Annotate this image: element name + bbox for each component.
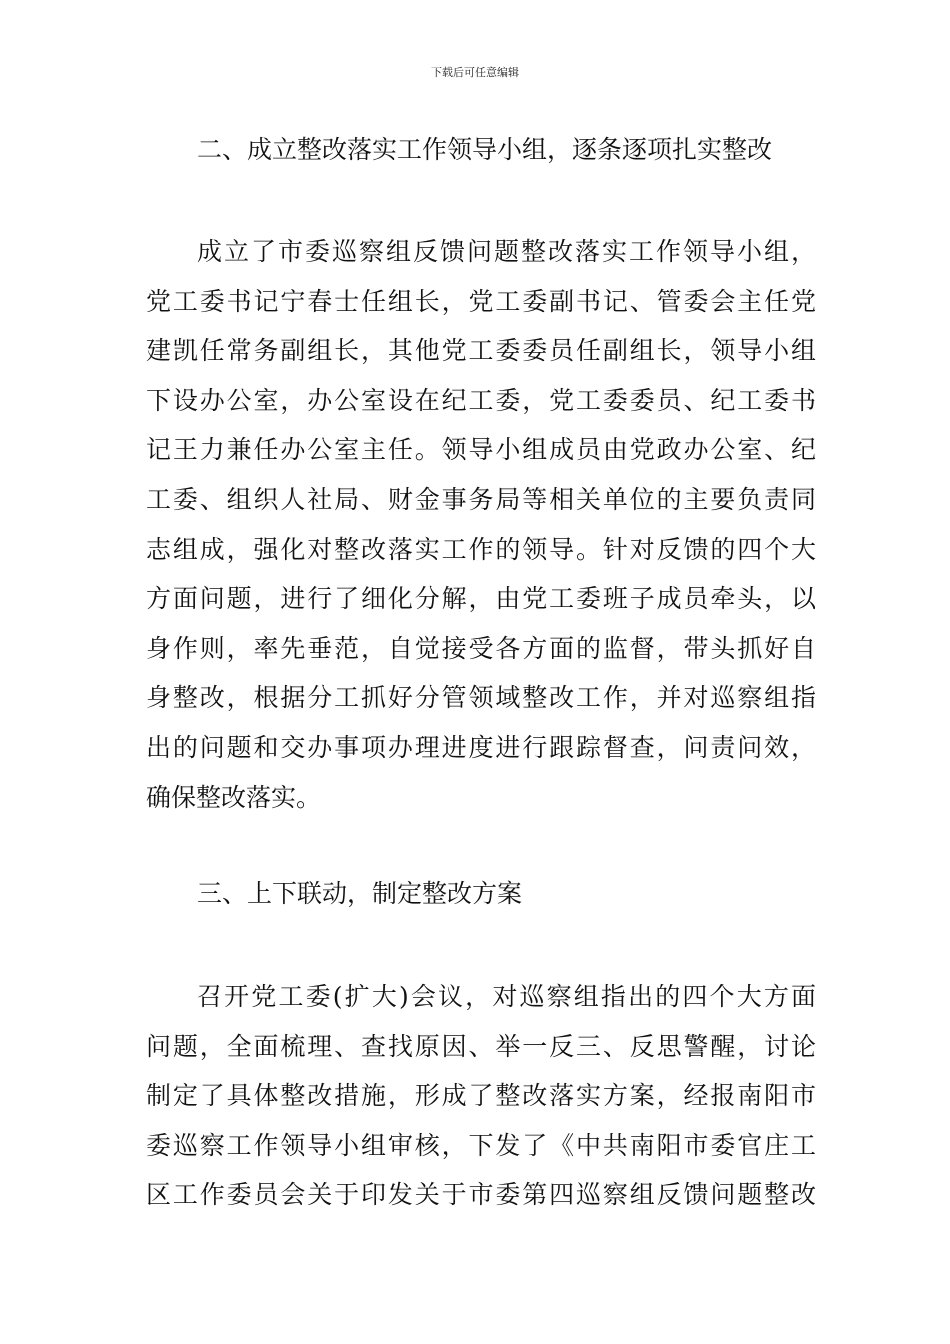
paragraph-line: 制定了具体整改措施，形成了整改落实方案，经报南阳市: [146, 1081, 816, 1111]
paragraph-line: 问题，全面梳理、查找原因、举一反三、反思警醒，讨论: [146, 1031, 816, 1061]
section-2-paragraph: [146, 227, 816, 822]
paragraph-line: 区工作委员会关于印发关于市委第四巡察组反馈问题整改: [146, 1180, 816, 1210]
paragraph-line: 记王力兼任办公室主任。领导小组成员由党政办公室、纪: [146, 435, 816, 465]
section-heading-2: 二、成立整改落实工作领导小组，逐条逐项扎实整改: [197, 135, 773, 164]
paragraph-line: 委巡察工作领导小组审核，下发了《中共南阳市委官庄工: [146, 1130, 816, 1160]
page-header: 下载后可任意编辑: [431, 66, 519, 79]
paragraph-line: 工委、组织人社局、财金事务局等相关单位的主要负责同: [146, 484, 816, 514]
paragraph-line: 志组成，强化对整改落实工作的领导。针对反馈的四个大: [146, 534, 816, 564]
paragraph-line: 身整改，根据分工抓好分管领域整改工作，并对巡察组指: [146, 683, 816, 713]
paragraph-line: 成立了市委巡察组反馈问题整改落实工作领导小组，: [197, 237, 816, 266]
paragraph-line: 下设办公室，办公室设在纪工委，党工委委员、纪工委书: [146, 385, 816, 415]
section-heading-3: 三、上下联动，制定整改方案: [197, 879, 523, 908]
paragraph-line: 方面问题，进行了细化分解，由党工委班子成员牵头，以: [146, 584, 816, 614]
paragraph-line: 出的问题和交办事项办理进度进行跟踪督查，问责问效，: [146, 732, 816, 762]
paragraph-line: 确保整改落实。: [146, 782, 322, 812]
paragraph-line: 身作则，率先垂范，自觉接受各方面的监督，带头抓好自: [146, 633, 816, 663]
paragraph-line: 建凯任常务副组长，其他党工委委员任副组长，领导小组: [146, 336, 816, 366]
paragraph-line: 召开党工委(扩大)会议，对巡察组指出的四个大方面: [197, 982, 816, 1011]
paragraph-line: 党工委书记宁春士任组长，党工委副书记、管委会主任党: [146, 286, 816, 316]
section-3-paragraph: [146, 972, 816, 1220]
